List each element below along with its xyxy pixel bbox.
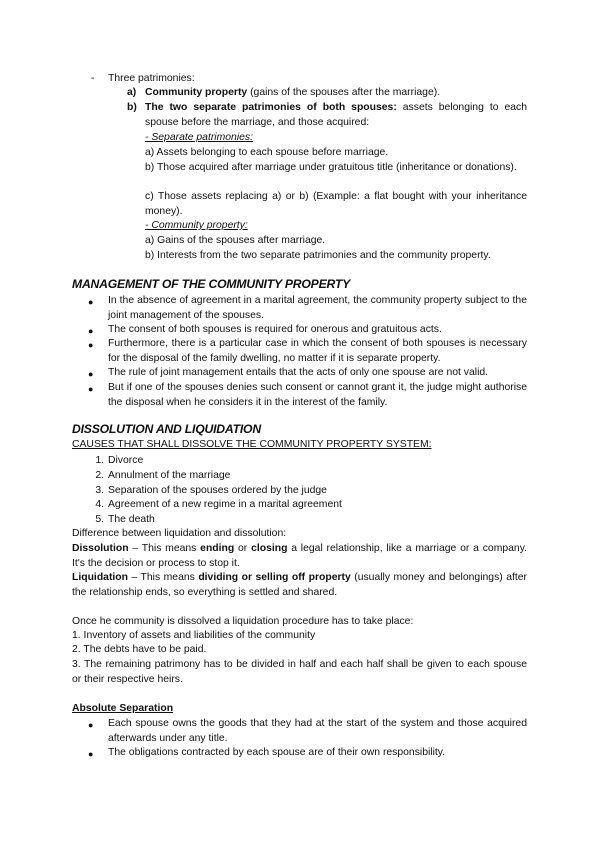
procedure-step-2: 2. The debts have to be paid. — [72, 644, 207, 655]
community-property-desc: (gains of the spouses after the marriage). — [247, 87, 441, 98]
bullet-icon: ● — [88, 749, 94, 759]
management-item-4: The rule of joint management entails that the acts of only one spouse are not valid. — [108, 367, 489, 378]
cause-divorce: Divorce — [108, 455, 144, 466]
item-letter-a: a) — [127, 87, 137, 98]
procedure-intro: Once he community is dissolved a liquidation procedure has to take place: — [72, 616, 414, 627]
definition-text: a legal relationship, like a marriage or a company. It's the decision or process to stop it. — [72, 543, 527, 569]
cause-number: 1. — [95, 455, 104, 466]
management-heading: MANAGEMENT OF THE COMMUNITY PROPERTY — [72, 277, 351, 291]
absolute-separation-item-1: Each spouse owns the goods that they had at the start of the system and those acquired afterwards under any title. — [108, 718, 527, 744]
separate-item-a: a) Assets belonging to each spouse before marriage. — [145, 147, 389, 158]
separate-patrimonies-desc: assets belonging to each spouse before the marriage, and those acquired: — [145, 102, 528, 128]
absolute-separation-item-2: The obligations contracted by each spouse are of their own responsibility. — [108, 747, 446, 758]
bullet-icon: ● — [88, 340, 94, 350]
management-item-1: In the absence of agreement in a marital agreement, the community property subject to the joint management of the spouses. — [108, 295, 527, 321]
community-item-a: a) Gains of the spouses after marriage. — [145, 235, 326, 246]
definition-text: – This means — [128, 543, 201, 554]
list-dash: - — [91, 73, 95, 84]
bullet-icon: ● — [88, 326, 94, 336]
cause-death: The death — [108, 514, 155, 525]
liquidation-term: Liquidation — [72, 572, 128, 583]
keyword-dividing: dividing or selling off property — [198, 572, 351, 583]
community-item-b: b) Interests from the two separate patrimonies and the community property. — [145, 250, 491, 261]
management-item-3: Furthermore, there is a particular case in which the consent of both spouses is necessary for the disposal of the family dwelling, no matter if it is separate property. — [108, 338, 527, 364]
separate-patrimonies-label: - Separate patrimonies: — [145, 132, 254, 143]
definition-text: – This means — [127, 572, 199, 583]
difference-line: Difference between liquidation and dissolution: — [72, 528, 287, 539]
cause-number: 2. — [95, 470, 104, 481]
separate-patrimonies-item — [145, 101, 527, 130]
management-item-2: The consent of both spouses is required for onerous and gratuitous acts. — [108, 324, 442, 335]
bullet-icon: ● — [88, 720, 94, 730]
separate-item-b: b) Those acquired after marriage under gratuitous title (inheritance or donations). — [145, 162, 517, 173]
procedure-step-3: 3. The remaining patrimony has to be divided in half and each half shall be given to each spouse or their respective heirs. — [72, 659, 527, 685]
keyword-ending: ending — [200, 543, 235, 554]
causes-heading: CAUSES THAT SHALL DISSOLVE THE COMMUNITY PROPERTY SYSTEM: — [72, 439, 432, 450]
separate-patrimonies-term: The two separate patrimonies of both spouses: — [145, 102, 397, 113]
cause-new-regime: Agreement of a new regime in a marital agreement — [108, 499, 342, 510]
management-item-5: But if one of the spouses denies such consent or cannot grant it, the judge might authorise the disposal when he considers it in the interest of the family. — [108, 382, 527, 408]
cause-number: 5. — [95, 514, 104, 525]
procedure-step-1: 1. Inventory of assets and liabilities of the community — [72, 630, 316, 641]
bullet-icon: ● — [88, 369, 94, 379]
item-letter-b: b) — [127, 102, 137, 113]
bullet-icon: ● — [88, 297, 94, 307]
absolute-separation-heading: Absolute Separation — [72, 703, 174, 714]
definition-text: (usually money and belongings) after the relationship ends, so everything is settled and shared. — [72, 572, 527, 598]
cause-annulment: Annulment of the marriage — [108, 470, 231, 481]
separate-item-c: c) Those assets replacing a) or b) (Example: a flat bought with your inheritance money). — [145, 191, 527, 217]
community-property-label: - Community property: — [145, 220, 248, 231]
bullet-icon: ● — [88, 384, 94, 394]
keyword-closing: closing — [251, 543, 288, 554]
cause-number: 4. — [95, 499, 104, 510]
dissolution-definition — [72, 542, 527, 571]
definition-text: or — [234, 543, 252, 554]
community-property-item — [145, 86, 527, 101]
patrimonies-intro: Three patrimonies: — [108, 73, 195, 84]
community-property-term: Community property — [145, 87, 248, 98]
dissolution-term: Dissolution — [72, 543, 129, 554]
cause-separation: Separation of the spouses ordered by the judge — [108, 485, 327, 496]
dissolution-heading: DISSOLUTION AND LIQUIDATION — [72, 422, 261, 436]
cause-number: 3. — [95, 485, 104, 496]
liquidation-definition — [72, 571, 527, 600]
